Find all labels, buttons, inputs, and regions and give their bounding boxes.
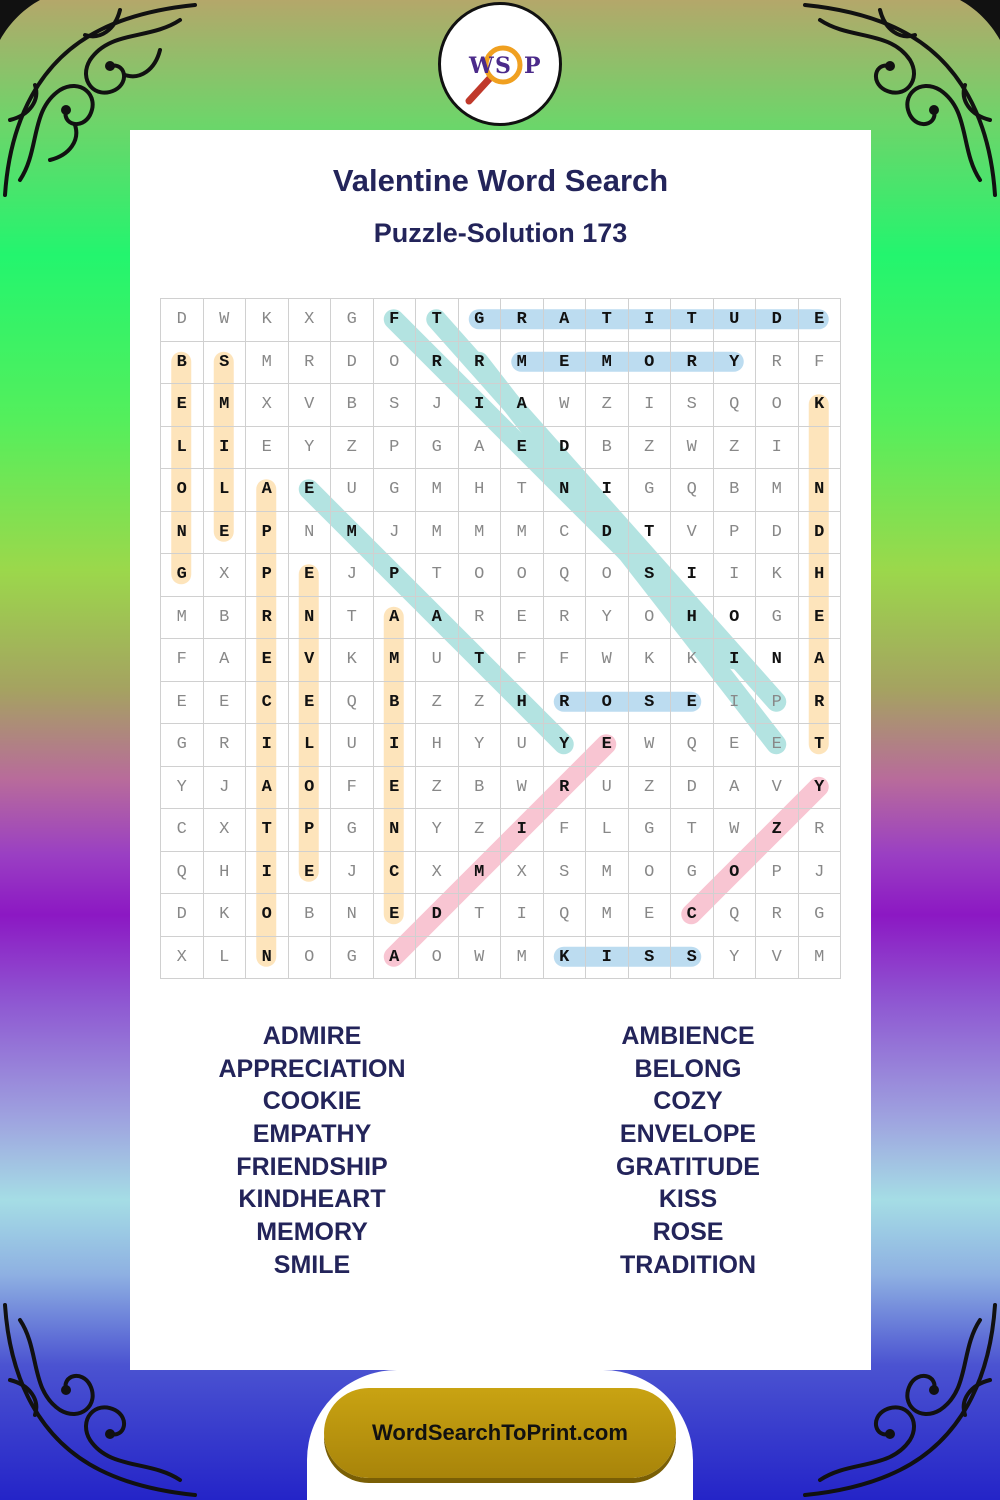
site-link-button[interactable] [324, 1388, 676, 1478]
grid-cell[interactable]: D [544, 427, 587, 470]
grid-cell[interactable]: E [714, 724, 757, 767]
grid-cell[interactable]: G [416, 427, 459, 470]
grid-cell[interactable]: B [374, 682, 417, 725]
grid-cell[interactable]: F [161, 639, 204, 682]
grid-cell[interactable]: E [289, 469, 332, 512]
grid-cell[interactable]: H [501, 682, 544, 725]
grid-cell[interactable]: I [586, 937, 629, 980]
grid-cell[interactable]: E [204, 512, 247, 555]
grid-cell[interactable]: S [629, 682, 672, 725]
grid-cell[interactable]: O [629, 852, 672, 895]
grid-cell[interactable]: D [756, 512, 799, 555]
word-list-left [162, 1020, 462, 1282]
grid-cell[interactable]: I [714, 554, 757, 597]
grid-cell[interactable]: M [586, 894, 629, 937]
grid-cell[interactable]: B [714, 469, 757, 512]
grid-cell[interactable]: P [289, 809, 332, 852]
grid-cell[interactable]: Q [671, 469, 714, 512]
grid-cell[interactable]: A [544, 299, 587, 342]
letter-grid [160, 298, 841, 979]
word-list-item: ADMIRE [262, 1022, 362, 1050]
grid-cell[interactable]: M [586, 852, 629, 895]
grid-cell[interactable]: X [161, 937, 204, 980]
grid-cell[interactable]: A [501, 384, 544, 427]
grid-cell[interactable]: O [714, 852, 757, 895]
grid-cell[interactable]: W [629, 724, 672, 767]
word-list-item: GRATITUDE [616, 1152, 760, 1181]
grid-cell[interactable]: Z [629, 767, 672, 810]
grid-cell[interactable]: J [374, 512, 417, 555]
grid-cell[interactable]: Q [544, 894, 587, 937]
grid-cell[interactable]: I [714, 639, 757, 682]
grid-cell[interactable]: A [714, 767, 757, 810]
grid-cell[interactable]: A [246, 469, 289, 512]
grid-cell[interactable]: O [501, 554, 544, 597]
word-list-item: TRADITION [619, 1250, 757, 1279]
grid-cell[interactable]: R [671, 342, 714, 385]
grid-cell[interactable]: I [374, 724, 417, 767]
grid-cell[interactable]: D [799, 512, 842, 555]
grid-cell[interactable]: K [246, 299, 289, 342]
grid-cell[interactable]: I [714, 682, 757, 725]
grid-cell[interactable]: S [629, 937, 672, 980]
grid-cell[interactable]: M [416, 512, 459, 555]
grid-cell[interactable]: I [459, 384, 502, 427]
grid-cell[interactable]: D [161, 299, 204, 342]
grid-cell[interactable]: E [374, 894, 417, 937]
grid-cell[interactable]: X [501, 852, 544, 895]
grid-cell[interactable]: S [629, 554, 672, 597]
grid-cell[interactable]: J [799, 852, 842, 895]
grid-cell[interactable]: S [544, 852, 587, 895]
grid-cell[interactable]: R [799, 682, 842, 725]
grid-cell[interactable]: O [459, 554, 502, 597]
grid-cell[interactable]: H [671, 597, 714, 640]
grid-cell[interactable]: M [204, 384, 247, 427]
grid-cell[interactable]: S [204, 342, 247, 385]
grid-cell[interactable]: N [331, 894, 374, 937]
grid-cell[interactable]: W [671, 427, 714, 470]
grid-cell[interactable]: P [246, 554, 289, 597]
grid-cell[interactable]: E [671, 682, 714, 725]
grid-cell[interactable]: U [331, 724, 374, 767]
grid-cell[interactable]: Q [161, 852, 204, 895]
grid-cell[interactable]: V [671, 512, 714, 555]
grid-cell[interactable] [799, 427, 842, 470]
grid-cell[interactable]: T [459, 639, 502, 682]
grid-cell[interactable]: Y [714, 937, 757, 980]
grid-cell[interactable]: L [289, 724, 332, 767]
grid-cell[interactable]: E [629, 894, 672, 937]
grid-cell[interactable]: Z [714, 427, 757, 470]
grid-cell[interactable]: O [416, 937, 459, 980]
grid-cell[interactable]: I [629, 299, 672, 342]
grid-cell[interactable]: J [331, 554, 374, 597]
grid-cell[interactable]: A [459, 427, 502, 470]
grid-cell[interactable]: O [246, 894, 289, 937]
grid-cell[interactable]: G [161, 724, 204, 767]
grid-cell[interactable]: T [671, 809, 714, 852]
grid-cell[interactable]: R [501, 299, 544, 342]
grid-cell[interactable]: B [331, 384, 374, 427]
grid-cell[interactable]: Z [459, 809, 502, 852]
grid-cell[interactable]: F [544, 809, 587, 852]
grid-cell[interactable]: I [501, 894, 544, 937]
grid-cell[interactable]: I [629, 384, 672, 427]
grid-cell[interactable]: R [204, 724, 247, 767]
grid-cell[interactable]: G [629, 469, 672, 512]
grid-cell[interactable]: I [246, 724, 289, 767]
grid-cell[interactable]: U [586, 767, 629, 810]
grid-cell[interactable]: L [204, 469, 247, 512]
grid-cell[interactable]: I [501, 809, 544, 852]
grid-cell[interactable]: E [501, 597, 544, 640]
grid-cell[interactable]: K [799, 384, 842, 427]
grid-cell[interactable]: G [459, 299, 502, 342]
grid-cell[interactable]: M [799, 937, 842, 980]
word-list-item: MEMORY [256, 1218, 368, 1247]
grid-cell[interactable]: V [756, 767, 799, 810]
grid-cell[interactable]: M [416, 469, 459, 512]
word-list-item: COZY [653, 1087, 723, 1116]
grid-cell[interactable]: B [204, 597, 247, 640]
word-list-item: FRIENDSHIP [236, 1152, 388, 1181]
grid-cell[interactable]: A [374, 597, 417, 640]
grid-cell[interactable]: M [756, 469, 799, 512]
grid-cell[interactable]: M [459, 512, 502, 555]
grid-cell[interactable]: Y [544, 724, 587, 767]
word-list-item: KINDHEART [238, 1185, 386, 1214]
grid-cell[interactable]: H [459, 469, 502, 512]
grid-cell[interactable]: Q [714, 384, 757, 427]
logo-letter: P [524, 53, 541, 79]
grid-cell[interactable]: Q [671, 724, 714, 767]
grid-cell[interactable]: Q [544, 554, 587, 597]
grid-cell[interactable]: Q [331, 682, 374, 725]
page-title: Valentine Word Search [332, 163, 669, 198]
grid-cell[interactable]: X [289, 299, 332, 342]
grid-cell[interactable]: O [586, 682, 629, 725]
grid-cell[interactable]: G [629, 809, 672, 852]
grid-cell[interactable]: Y [416, 809, 459, 852]
grid-cell[interactable]: P [714, 512, 757, 555]
grid-cell[interactable]: G [799, 894, 842, 937]
grid-cell[interactable]: R [756, 342, 799, 385]
grid-cell[interactable]: B [289, 894, 332, 937]
word-list-item: APPRECIATION [218, 1054, 406, 1083]
grid-cell[interactable]: M [161, 597, 204, 640]
grid-cell[interactable]: S [374, 384, 417, 427]
grid-cell[interactable]: R [544, 682, 587, 725]
grid-cell[interactable]: K [629, 639, 672, 682]
grid-cell[interactable]: D [161, 894, 204, 937]
grid-cell[interactable]: O [161, 469, 204, 512]
grid-cell[interactable]: M [459, 852, 502, 895]
grid-cell[interactable]: U [416, 639, 459, 682]
grid-cell[interactable]: Q [714, 894, 757, 937]
grid-cell[interactable]: O [586, 554, 629, 597]
grid-cell[interactable]: P [756, 852, 799, 895]
grid-cell[interactable]: S [671, 937, 714, 980]
grid-cell[interactable]: G [161, 554, 204, 597]
grid-cell[interactable]: N [374, 809, 417, 852]
grid-cell[interactable]: W [586, 639, 629, 682]
grid-cell[interactable]: F [374, 299, 417, 342]
logo-letter: W [469, 53, 494, 79]
grid-cell[interactable]: N [756, 639, 799, 682]
grid-cell[interactable]: E [799, 597, 842, 640]
grid-cell[interactable]: N [289, 597, 332, 640]
word-list-item: SMILE [273, 1250, 351, 1279]
grid-cell[interactable]: G [331, 809, 374, 852]
grid-cell[interactable]: G [374, 469, 417, 512]
grid-cell[interactable]: O [629, 342, 672, 385]
grid-cell[interactable]: C [246, 682, 289, 725]
grid-cell[interactable]: I [586, 469, 629, 512]
grid-cell[interactable]: A [374, 937, 417, 980]
grid-cell[interactable]: T [799, 724, 842, 767]
grid-cell[interactable]: T [416, 554, 459, 597]
grid-cell[interactable]: Y [459, 724, 502, 767]
grid-cell[interactable]: I [671, 554, 714, 597]
grid-cell[interactable]: P [374, 554, 417, 597]
grid-cell[interactable]: T [459, 894, 502, 937]
grid-cell[interactable]: W [501, 767, 544, 810]
grid-cell[interactable]: N [289, 512, 332, 555]
grid-cell[interactable]: H [416, 724, 459, 767]
magnifier-icon [441, 5, 559, 123]
grid-cell[interactable]: Z [586, 384, 629, 427]
grid-cell[interactable]: P [756, 682, 799, 725]
grid-cell[interactable]: H [799, 554, 842, 597]
grid-cell[interactable]: Z [331, 427, 374, 470]
grid-cell[interactable]: H [204, 852, 247, 895]
grid-cell[interactable]: Y [799, 767, 842, 810]
grid-cell[interactable]: J [331, 852, 374, 895]
grid-cell[interactable]: F [799, 342, 842, 385]
grid-cell[interactable]: K [756, 554, 799, 597]
grid-cell[interactable]: E [289, 852, 332, 895]
grid-cell[interactable]: T [671, 299, 714, 342]
grid-cell[interactable]: K [544, 937, 587, 980]
grid-cell[interactable]: T [416, 299, 459, 342]
grid-cell[interactable]: B [161, 342, 204, 385]
grid-cell[interactable]: E [374, 767, 417, 810]
grid-cell[interactable]: B [586, 427, 629, 470]
grid-cell[interactable]: U [714, 299, 757, 342]
grid-cell[interactable]: I [204, 427, 247, 470]
grid-cell[interactable]: L [161, 427, 204, 470]
grid-cell[interactable]: J [204, 767, 247, 810]
grid-cell[interactable]: M [501, 342, 544, 385]
word-search-grid [160, 298, 840, 978]
grid-cell[interactable]: O [714, 597, 757, 640]
grid-cell[interactable]: U [501, 724, 544, 767]
grid-cell[interactable]: E [544, 342, 587, 385]
grid-cell[interactable]: I [756, 427, 799, 470]
grid-cell[interactable]: E [799, 299, 842, 342]
grid-cell[interactable]: M [501, 937, 544, 980]
grid-cell[interactable]: E [161, 384, 204, 427]
grid-cell[interactable]: P [246, 512, 289, 555]
grid-cell[interactable]: M [331, 512, 374, 555]
grid-cell[interactable]: O [756, 384, 799, 427]
grid-cell[interactable]: E [289, 682, 332, 725]
grid-cell[interactable]: D [756, 299, 799, 342]
grid-cell[interactable]: G [756, 597, 799, 640]
grid-cell[interactable]: A [799, 639, 842, 682]
logo-letter: S [495, 53, 511, 79]
word-list-right [538, 1020, 838, 1282]
grid-cell[interactable]: D [671, 767, 714, 810]
grid-cell[interactable]: O [629, 597, 672, 640]
grid-cell[interactable]: F [544, 639, 587, 682]
word-list-item: KISS [658, 1185, 718, 1214]
grid-cell[interactable]: D [416, 894, 459, 937]
grid-cell[interactable]: Z [756, 809, 799, 852]
grid-cell[interactable]: F [331, 767, 374, 810]
grid-cell[interactable]: N [799, 469, 842, 512]
grid-cell[interactable]: T [501, 469, 544, 512]
grid-cell[interactable]: N [544, 469, 587, 512]
word-list-item: BELONG [634, 1054, 742, 1083]
grid-cell[interactable]: Z [416, 767, 459, 810]
grid-cell[interactable]: R [246, 597, 289, 640]
grid-cell[interactable]: Y [289, 427, 332, 470]
grid-cell[interactable]: G [331, 937, 374, 980]
grid-cell[interactable]: M [374, 639, 417, 682]
grid-cell[interactable]: R [289, 342, 332, 385]
grid-cell[interactable]: V [756, 937, 799, 980]
grid-cell[interactable]: P [374, 427, 417, 470]
puzzle-subtitle: Puzzle-Solution 173 [373, 218, 628, 248]
grid-cell[interactable]: T [246, 809, 289, 852]
grid-cell[interactable]: E [246, 639, 289, 682]
word-list-item: AMBIENCE [621, 1022, 755, 1050]
grid-cell[interactable]: M [586, 342, 629, 385]
grid-cell[interactable]: Z [416, 682, 459, 725]
site-logo[interactable] [438, 2, 562, 126]
grid-cell[interactable]: G [671, 852, 714, 895]
grid-cell[interactable]: K [204, 894, 247, 937]
grid-cell[interactable]: C [161, 809, 204, 852]
grid-cell[interactable]: R [544, 597, 587, 640]
grid-cell[interactable]: L [586, 809, 629, 852]
grid-cell[interactable]: E [161, 682, 204, 725]
grid-cell[interactable]: E [501, 427, 544, 470]
grid-cell[interactable]: E [756, 724, 799, 767]
grid-cell[interactable]: T [586, 299, 629, 342]
grid-cell[interactable]: V [289, 384, 332, 427]
grid-cell[interactable]: A [416, 597, 459, 640]
grid-cell[interactable]: Y [586, 597, 629, 640]
grid-cell[interactable]: G [331, 299, 374, 342]
grid-cell[interactable]: N [161, 512, 204, 555]
grid-cell[interactable]: W [459, 937, 502, 980]
word-list-item: ENVELOPE [619, 1120, 757, 1149]
grid-cell[interactable]: E [289, 554, 332, 597]
word-list-item: COOKIE [262, 1087, 362, 1116]
grid-cell[interactable]: U [331, 469, 374, 512]
grid-cell[interactable]: E [586, 724, 629, 767]
grid-cell[interactable]: M [501, 512, 544, 555]
word-list-item: ROSE [652, 1218, 724, 1247]
grid-cell[interactable]: O [374, 342, 417, 385]
word-list-item: EMPATHY [252, 1120, 372, 1149]
grid-cell[interactable]: W [714, 809, 757, 852]
grid-cell[interactable]: S [671, 384, 714, 427]
grid-cell[interactable]: K [331, 639, 374, 682]
grid-cell[interactable]: D [331, 342, 374, 385]
grid-cell[interactable]: X [246, 384, 289, 427]
grid-cell[interactable]: L [204, 937, 247, 980]
grid-cell[interactable]: D [586, 512, 629, 555]
grid-cell[interactable]: V [289, 639, 332, 682]
grid-cell[interactable]: K [671, 639, 714, 682]
grid-cell[interactable]: R [459, 597, 502, 640]
grid-cell[interactable]: R [756, 894, 799, 937]
grid-cell[interactable]: W [204, 299, 247, 342]
grid-cell[interactable]: A [246, 767, 289, 810]
grid-cell[interactable]: N [246, 937, 289, 980]
grid-cell[interactable]: O [289, 767, 332, 810]
grid-cell[interactable]: R [459, 342, 502, 385]
grid-cell[interactable]: F [501, 639, 544, 682]
grid-cell[interactable]: T [331, 597, 374, 640]
grid-cell[interactable]: O [289, 937, 332, 980]
grid-cell[interactable]: R [799, 809, 842, 852]
grid-cell[interactable]: Z [459, 682, 502, 725]
grid-cell[interactable]: Z [629, 427, 672, 470]
grid-cell[interactable]: I [246, 852, 289, 895]
puzzle-panel [130, 130, 871, 1370]
site-url: WordSearchToPrint.com [372, 1420, 628, 1445]
grid-cell[interactable]: R [416, 342, 459, 385]
grid-cell[interactable]: B [459, 767, 502, 810]
grid-cell[interactable]: M [246, 342, 289, 385]
grid-cell[interactable]: J [416, 384, 459, 427]
grid-cell[interactable]: T [629, 512, 672, 555]
grid-cell[interactable]: X [204, 554, 247, 597]
grid-cell[interactable]: C [544, 512, 587, 555]
grid-cell[interactable]: X [416, 852, 459, 895]
grid-cell[interactable]: R [544, 767, 587, 810]
grid-cell[interactable]: E [204, 682, 247, 725]
grid-cell[interactable]: Y [161, 767, 204, 810]
grid-cell[interactable]: C [671, 894, 714, 937]
grid-cell[interactable]: X [204, 809, 247, 852]
grid-cell[interactable]: C [374, 852, 417, 895]
grid-cell[interactable]: A [204, 639, 247, 682]
grid-cell[interactable]: W [544, 384, 587, 427]
grid-cell[interactable]: E [246, 427, 289, 470]
grid-cell[interactable]: Y [714, 342, 757, 385]
